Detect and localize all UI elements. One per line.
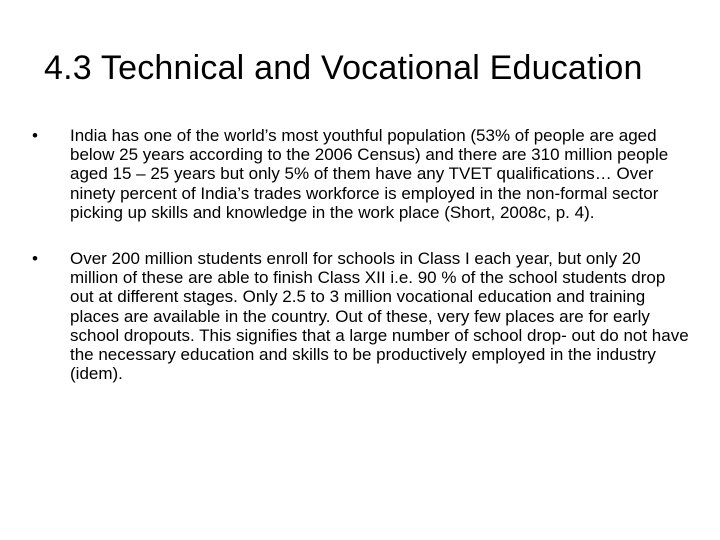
bullet-item-tvet-youth — [32, 126, 692, 222]
bullet-text: Over 200 million students enroll for schools in Class I each year, but only 20 million of these are able to finish Class XII i.e. 90 % of the school students drop out at different stages. Only 2.5 to 3 million vocational education and training places are available in the country. Out of these, very few places are for early school dropouts. This signifies that a large number of school drop- out do not have the necessary education and skills to be productively employed in the industry (idem). — [70, 249, 689, 384]
bullet-text: India has one of the world’s most youthful population (53% of people are aged below 25 years according to the 2006 Census) and there are 310 million people aged 15 – 25 years but only 5% of them have any TVET qualifications… Over ninety percent of India’s trades workforce is employed in the non-formal sector picking up skills and knowledge in the work place (Short, 2008c, p. 4). — [70, 126, 669, 222]
slide-title: 4.3 Technical and Vocational Education — [44, 49, 643, 87]
bullet-item-school-dropouts — [32, 249, 692, 383]
bullet-list — [32, 126, 692, 383]
bullet-icon: • — [32, 126, 38, 145]
bullet-icon: • — [32, 249, 38, 269]
